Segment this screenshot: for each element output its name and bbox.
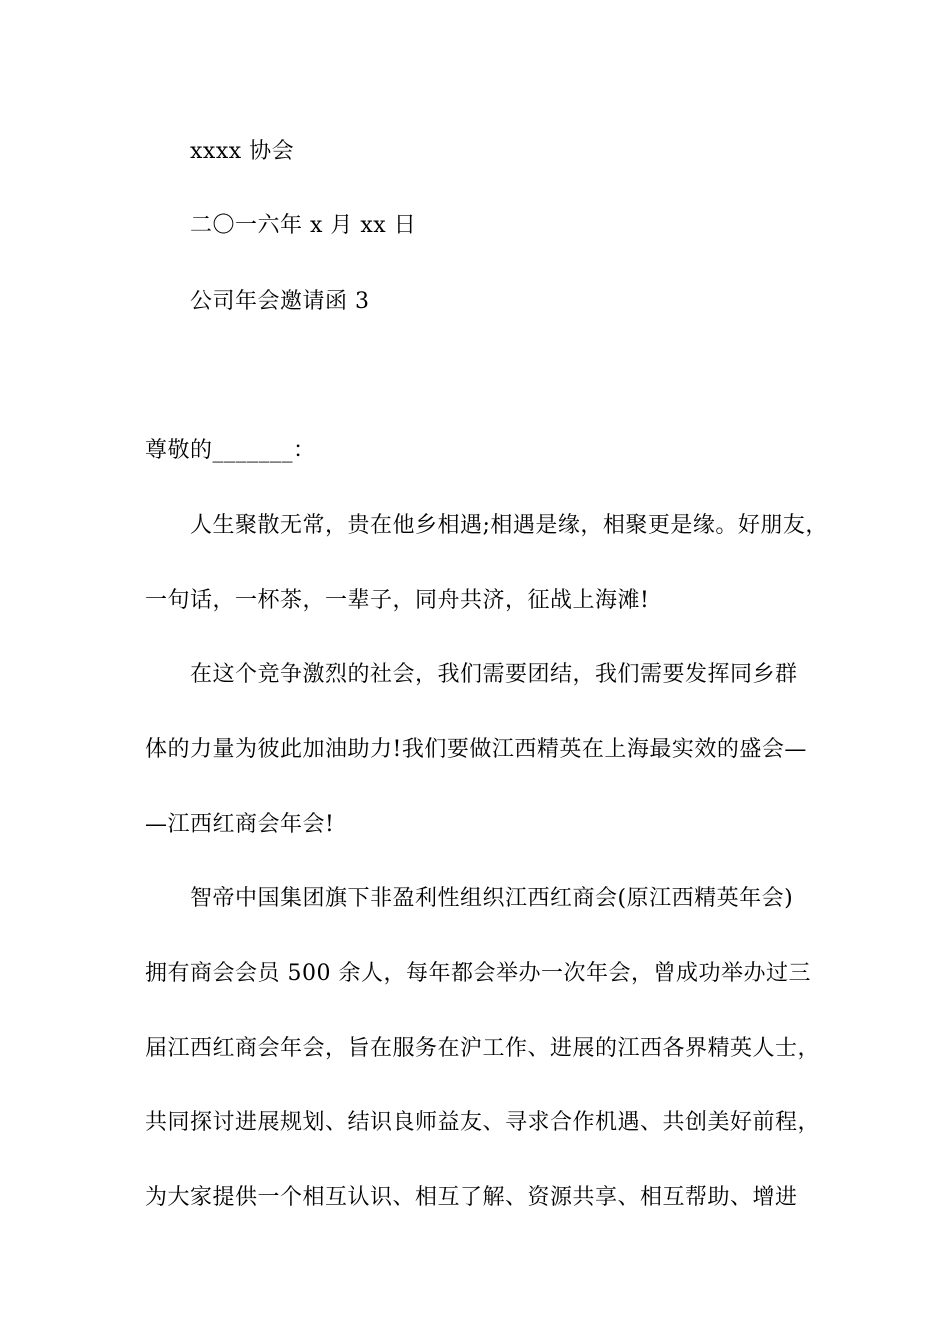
signature-org: xxxx 协会: [190, 139, 295, 164]
signature-date: 二〇一六年 x 月 xx 日: [190, 213, 417, 238]
salutation: 尊敬的_______：: [145, 438, 316, 463]
body-line: 届江西红商会年会，旨在服务在沪工作、进展的江西各界精英人士，: [145, 1036, 821, 1061]
body-line: 一句话，一杯茶，一辈子，同舟共济，征战上海滩!: [145, 588, 650, 613]
body-line: 共同探讨进展规划、结识良师益友、寻求合作机遇、共创美好前程，: [145, 1110, 821, 1135]
body-line: —江西红商会年会!: [145, 812, 335, 837]
section-title: 公司年会邀请函 3: [190, 289, 370, 314]
body-line: 拥有商会会员 500 余人，每年都会举办一次年会，曾成功举办过三: [145, 961, 811, 986]
body-line: 体的力量为彼此加油助力!我们要做江西精英在上海最实效的盛会—: [145, 737, 807, 762]
body-line: 人生聚散无常，贵在他乡相遇;相遇是缘，相聚更是缘。好朋友，: [190, 513, 828, 538]
body-line: 在这个竞争激烈的社会，我们需要团结，我们需要发挥同乡群: [190, 662, 798, 687]
body-line: 为大家提供一个相互认识、相互了解、资源共享、相互帮助、增进: [145, 1185, 798, 1210]
body-line: 智帝中国集团旗下非盈利性组织江西红商会(原江西精英年会): [190, 886, 794, 911]
